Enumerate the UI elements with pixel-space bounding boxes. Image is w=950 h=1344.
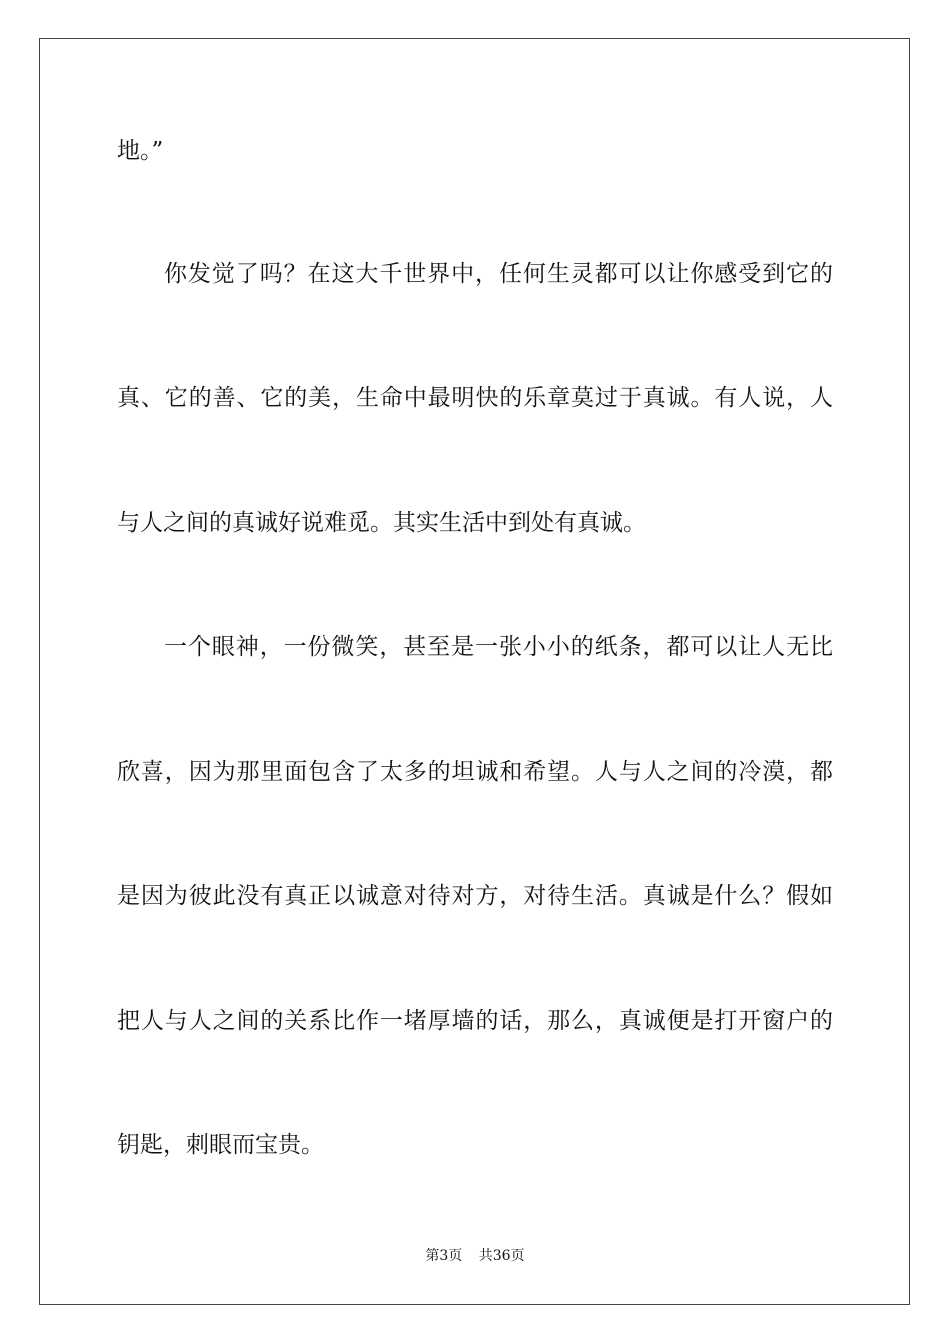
paragraph-line: 一个眼神，一份微笑，甚至是一张小小的纸条，都可以让人无比 <box>164 634 833 660</box>
paragraph-line: 钥匙，刺眼而宝贵。 <box>117 1132 324 1158</box>
paragraph-line: 真、它的善、它的美，生命中最明快的乐章莫过于真诚。有人说，人 <box>117 385 833 411</box>
total-pages: 共36页 <box>478 1248 525 1264</box>
paragraph-line: 与人之间的真诚好说难觅。其实生活中到处有真诚。 <box>117 510 646 536</box>
paragraph-line: 欣喜，因为那里面包含了太多的坦诚和希望。人与人之间的冷漠，都 <box>117 759 833 785</box>
paragraph-line: 你发觉了吗？在这大千世界中，任何生灵都可以让你感受到它的 <box>164 261 833 287</box>
page-border <box>39 38 910 1305</box>
paragraph-line: 把人与人之间的关系比作一堵厚墙的话，那么，真诚便是打开窗户的 <box>117 1008 833 1034</box>
page-footer <box>0 1246 950 1266</box>
paragraph-line: 是因为彼此没有真正以诚意对待对方，对待生活。真诚是什么？假如 <box>117 883 833 909</box>
page-number: 第3页 <box>425 1248 463 1264</box>
paragraph-line: 地。” <box>117 138 164 164</box>
